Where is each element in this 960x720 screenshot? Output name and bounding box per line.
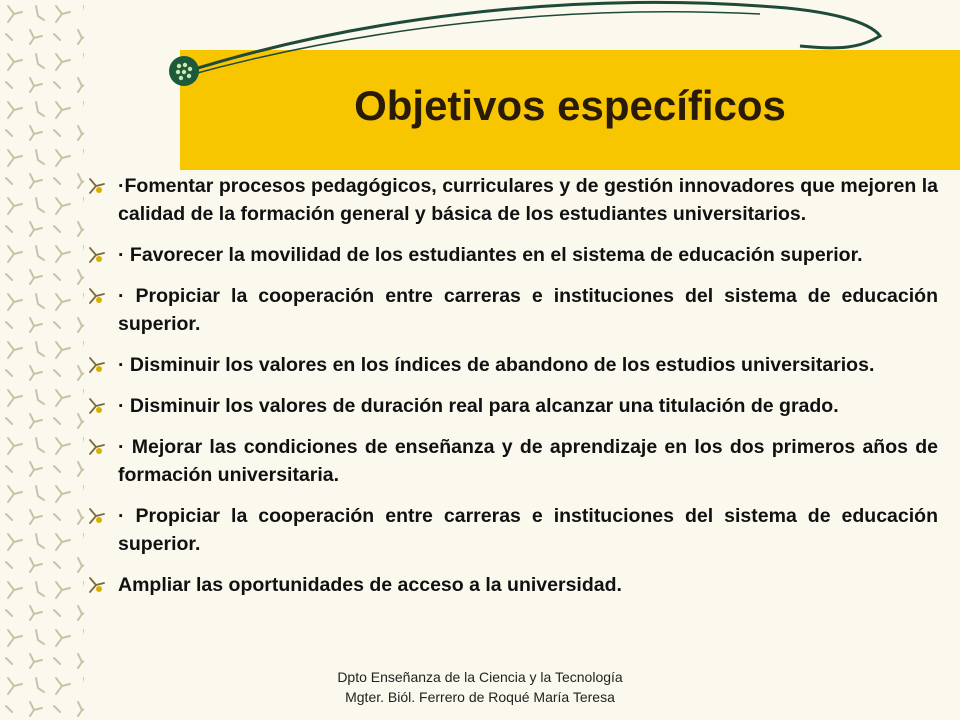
bullet-text: · Propiciar la cooperación entre carreras e instituciones del sistema de educación superior.	[118, 505, 938, 555]
bullet-text: · Disminuir los valores de duración real para alcanzar una titulación de grado.	[118, 395, 839, 417]
bullet-flourish-icon	[86, 354, 108, 376]
bullet-text: ·Fomentar procesos pedagógicos, curriculares y de gestión innovadores que mejoren la calidad de la formación general y básica de los estudiantes universitarios.	[118, 175, 938, 225]
bullet-text: Ampliar las oportunidades de acceso a la universidad.	[118, 574, 622, 596]
list-item	[86, 241, 938, 269]
objectives-list	[86, 172, 938, 612]
bullet-text: · Mejorar las condiciones de enseñanza y de aprendizaje en los dos primeros años de formación universitaria.	[118, 436, 938, 486]
list-item	[86, 351, 938, 379]
bullet-flourish-icon	[86, 285, 108, 307]
list-item	[86, 433, 938, 489]
bullet-flourish-icon	[86, 244, 108, 266]
list-item	[86, 172, 938, 228]
bullet-flourish-icon	[86, 436, 108, 458]
slide-title: Objetivos específicos	[354, 82, 786, 129]
bullet-flourish-icon	[86, 505, 108, 527]
list-item	[86, 571, 938, 599]
list-item	[86, 392, 938, 420]
list-item	[86, 502, 938, 558]
bullet-text: · Disminuir los valores en los índices de abandono de los estudios universitarios.	[118, 354, 875, 376]
bullet-flourish-icon	[86, 395, 108, 417]
slide-footer: Dpto Enseñanza de la Ciencia y la Tecnología Mgter. Biól. Ferrero de Roqué María Teresa	[337, 669, 623, 705]
bullet-text: · Propiciar la cooperación entre carreras e instituciones del sistema de educación superior.	[118, 285, 938, 335]
list-item	[86, 282, 938, 338]
bullet-flourish-icon	[86, 175, 108, 197]
bullet-flourish-icon	[86, 574, 108, 596]
bullet-text: · Favorecer la movilidad de los estudiantes en el sistema de educación superior.	[118, 244, 863, 266]
